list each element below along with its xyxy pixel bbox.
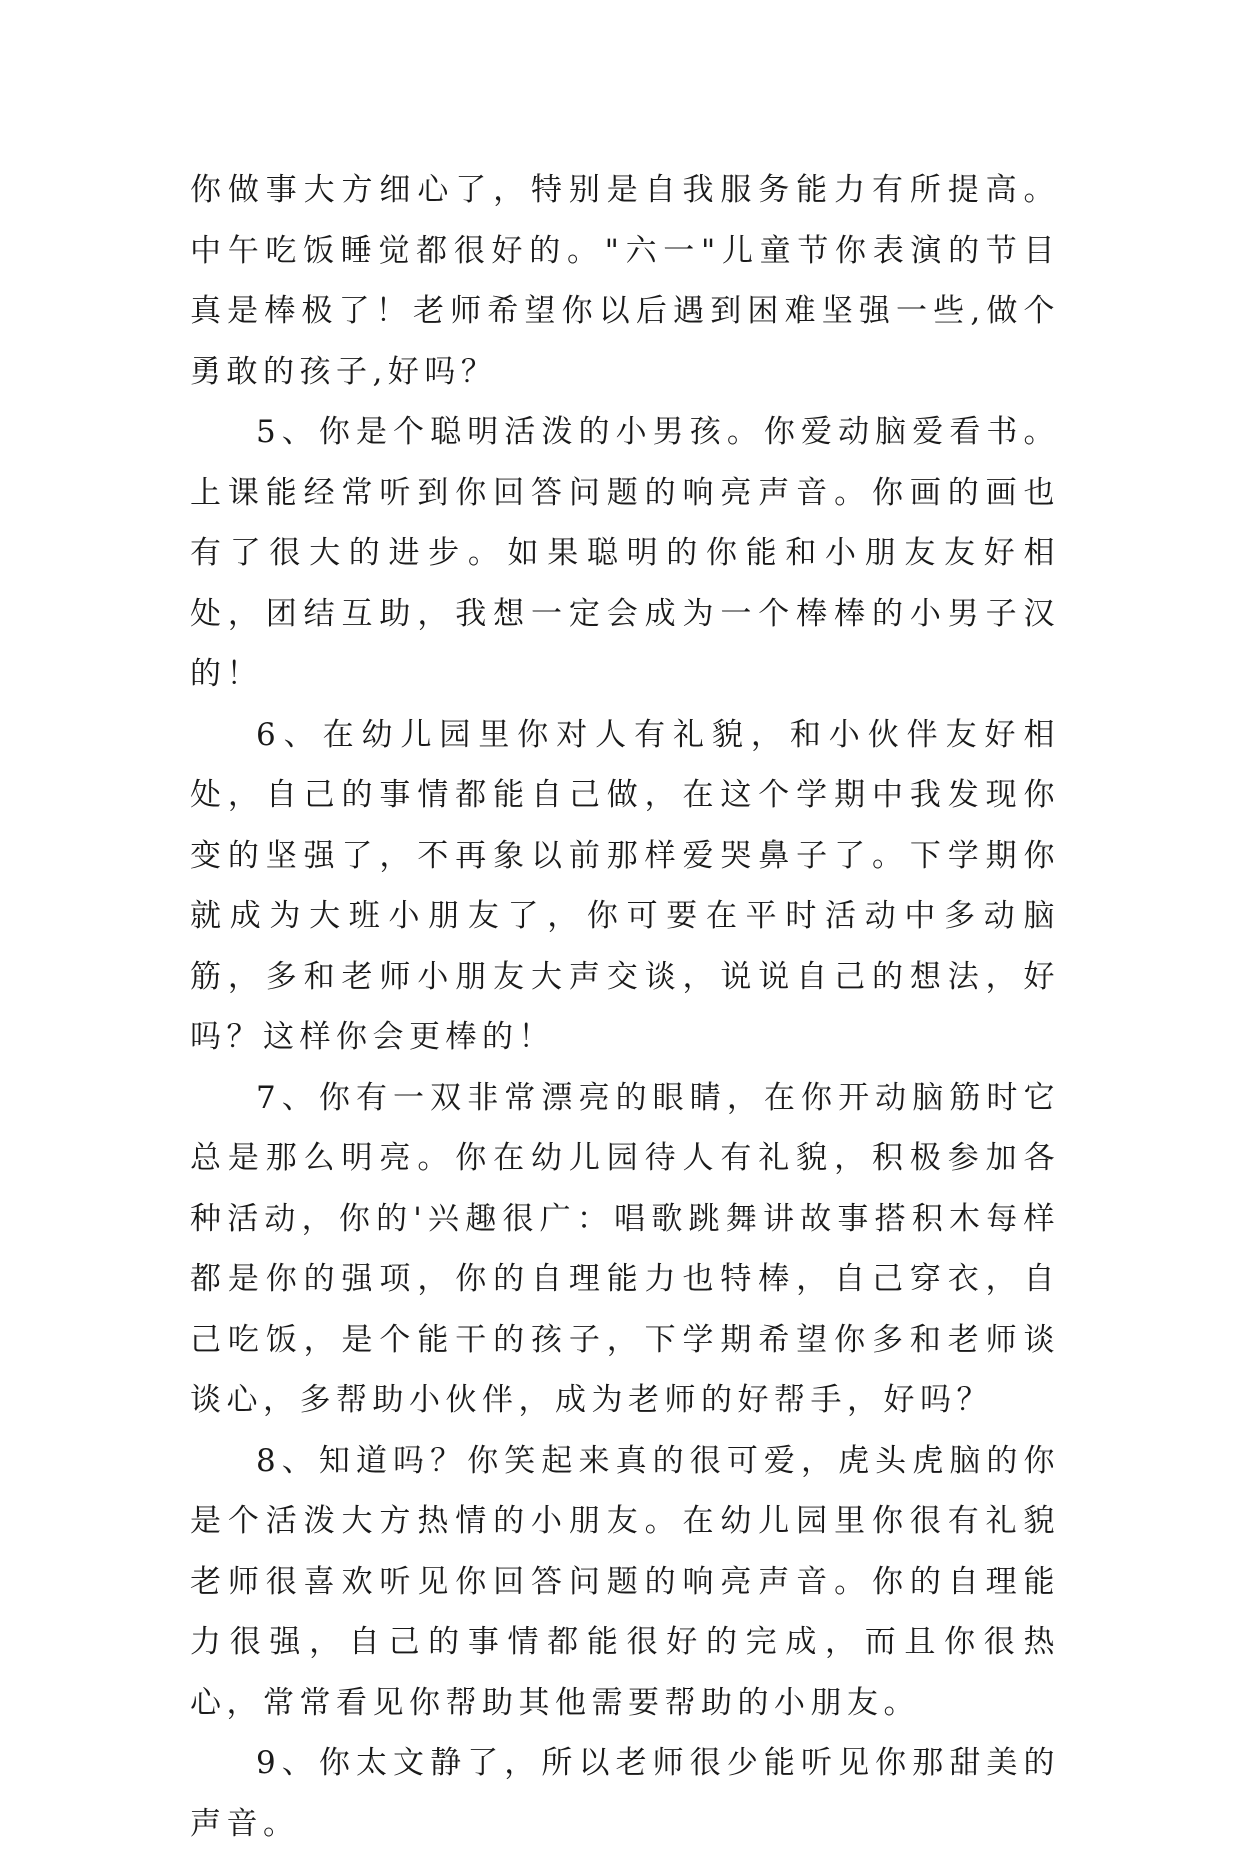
paragraph-item-8: 8、知道吗？你笑起来真的很可爱，虎头虎脑的你是个活泼大方热情的小朋友。在幼儿园里你很有礼貌老师很喜欢听见你回答问题的响亮声音。你的自理能力很强，自己的事情都能很好的完成，而且你很热心，常常看见你帮助其他需要帮助的小朋友。	[190, 1442, 1060, 1721]
document-body	[190, 160, 1060, 1854]
paragraph-item-9: 9、你太文静了，所以老师很少能听见你那甜美的声音。	[190, 1745, 1060, 1842]
paragraph-item-7: 7、你有一双非常漂亮的眼睛，在你开动脑筋时它总是那么明亮。你在幼儿园待人有礼貌，积极参加各种活动，你的'兴趣很广：唱歌跳舞讲故事搭积木每样都是你的强项，你的自理能力也特棒，自己穿衣，自己吃饭，是个能干的孩子，下学期希望你多和老师谈谈心，多帮助小伙伴，成为老师的好帮手，好吗？	[190, 1079, 1060, 1418]
paragraph-continuation: 你做事大方细心了，特别是自我服务能力有所提高。中午吃饭睡觉都很好的。"六一"儿童节你表演的节目真是棒极了！老师希望你以后遇到困难坚强一些,做个勇敢的孩子,好吗？	[190, 172, 1060, 390]
paragraph-item-5: 5、你是个聪明活泼的小男孩。你爱动脑爱看书。上课能经常听到你回答问题的响亮声音。你画的画也有了很大的进步。如果聪明的你能和小朋友友好相处，团结互助，我想一定会成为一个棒棒的小男子汉的！	[190, 414, 1060, 692]
paragraph-item-6: 6、在幼儿园里你对人有礼貌，和小伙伴友好相处，自己的事情都能自己做，在这个学期中我发现你变的坚强了，不再象以前那样爱哭鼻子了。下学期你就成为大班小朋友了，你可要在平时活动中多动脑筋，多和老师小朋友大声交谈，说说自己的想法，好吗？这样你会更棒的！	[190, 716, 1060, 1055]
